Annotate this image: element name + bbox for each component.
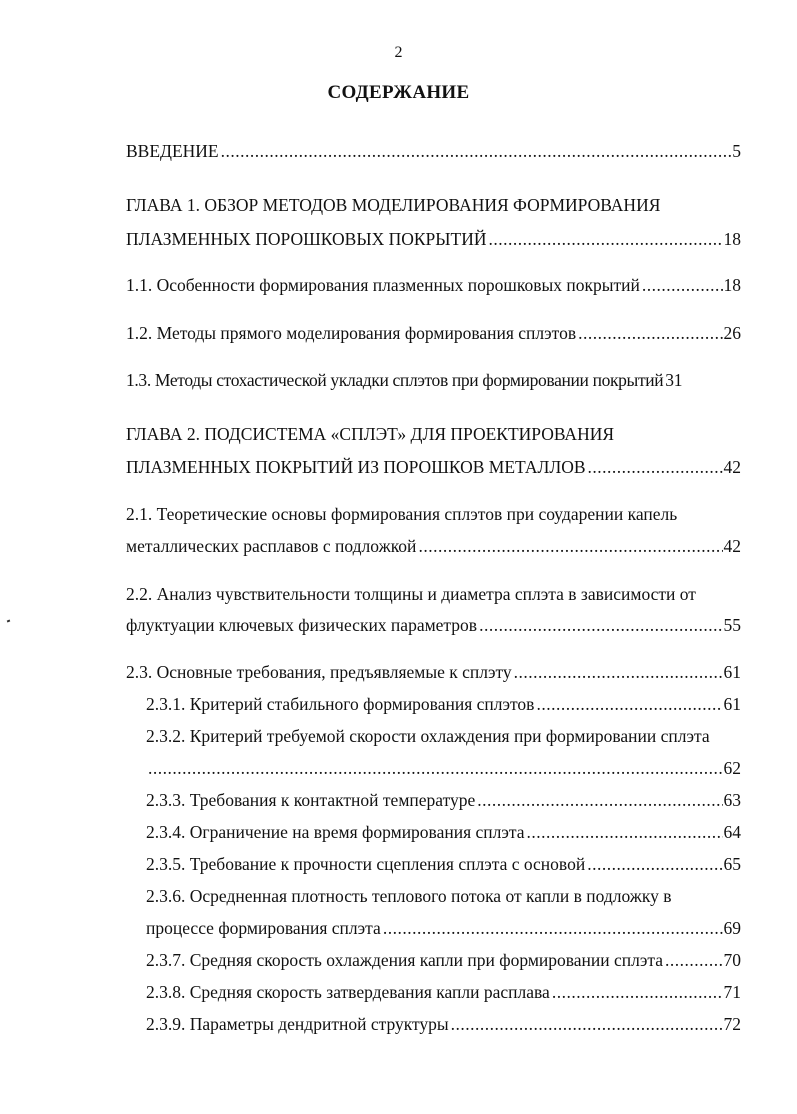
toc-entry-2-1[interactable] [126,535,741,557]
toc-entry-text: 1.2. Методы прямого моделирования формирования сплэтов [126,323,577,343]
page-number: 2 [394,44,403,61]
toc-leader-dots [642,274,723,296]
toc-entry-2-3-4[interactable] [146,821,741,843]
toc-entry-text: ПЛАЗМЕННЫХ ПОКРЫТИЙ ИЗ ПОРОШКОВ МЕТАЛЛОВ [126,457,586,477]
toc-entry-text: 1.3. Методы стохастической укладки сплэтов при формировании покрытий [126,370,664,390]
toc-entry-2-2[interactable] [126,614,741,636]
toc-entry-chapter1[interactable] [126,228,741,250]
toc-entry-2-3-7[interactable] [146,949,741,971]
toc-entry-page: 72 [723,1014,741,1034]
toc-entry-text: 1.1. Особенности формирования плазменных порошковых покрытий [126,275,640,295]
toc-entry-text: 2.3.1. Критерий стабильного формирования сплэтов [146,694,535,714]
toc-entry-text: 2.3.9. Параметры дендритной структуры [146,1014,449,1034]
toc-entry-page: 65 [723,854,741,874]
toc-entry-2-3-9[interactable] [146,1013,741,1035]
toc-entry-page: 70 [723,950,741,970]
toc-leader-dots [552,981,723,1003]
toc-leader-dots [489,228,723,250]
toc-entry-page: 5 [732,141,741,161]
toc-entry-2-3-6[interactable] [146,917,741,939]
toc-entry-page: 63 [723,790,741,810]
toc-leader-dots [587,853,722,875]
toc-entry-text: 2.3.5. Требование к прочности сцепления сплэта с основой [146,854,586,874]
toc-leader-dots [221,140,732,162]
toc-entry-page: 62 [723,758,741,778]
toc-entry-text: 2.3. Основные требования, предъявляемые к сплэту [126,662,512,682]
toc-entry-page: 71 [723,982,741,1002]
toc-leader-dots [536,693,722,715]
toc-leader-dots [383,917,723,939]
toc-entry-text: ПЛАЗМЕННЫХ ПОРОШКОВЫХ ПОКРЫТИЙ [126,229,487,249]
toc-entry-2-3-3[interactable] [146,789,741,811]
toc-entry-chapter2-line1: ГЛАВА 2. ПОДСИСТЕМА «СПЛЭТ» ДЛЯ ПРОЕКТИРОВАНИЯ [126,424,615,444]
toc-entry-page: 18 [723,229,741,249]
toc-entry-text: 2.3.3. Требования к контактной температуре [146,790,476,810]
toc-leader-dots [514,661,723,683]
toc-entry-page: 69 [723,918,741,938]
toc-entry-text: ВВЕДЕНИЕ [126,141,219,161]
toc-entry-page: 61 [723,694,741,714]
toc-leader-dots [477,789,722,811]
toc-entry-1-3[interactable] [126,369,741,391]
toc-leader-dots [479,614,722,636]
toc-entry-text: 2.3.4. Ограничение на время формирования сплэта [146,822,525,842]
toc-entry-2-3-8[interactable] [146,981,741,1003]
toc-leader-dots [588,456,723,478]
toc-leader-dots [148,757,723,779]
toc-title: СОДЕРЖАНИЕ [327,82,470,103]
toc-leader-dots [527,821,723,843]
toc-entry-page: 18 [723,275,741,295]
toc-entry-text: флуктуации ключевых физических параметров [126,615,478,635]
toc-entry-page: 42 [723,457,741,477]
toc-leader-dots [451,1013,723,1035]
toc-entry-page: 64 [723,822,741,842]
toc-entry-2-3-1[interactable] [146,693,741,715]
toc-entry-2-3-2[interactable] [146,757,741,779]
toc-entry-page: 42 [723,536,741,556]
toc-entry-2-3-6-line1: 2.3.6. Осредненная плотность теплового потока от капли в подложку в [146,886,672,906]
toc-entry-1-2[interactable] [126,322,741,344]
toc-entry-page: 61 [723,662,741,682]
toc-entry-chapter2[interactable] [126,456,741,478]
toc-entry-2-3[interactable] [126,661,741,683]
toc-leader-dots [665,949,722,971]
toc-entry-text: металлических расплавов с подложкой [126,536,417,556]
toc-entry-chapter1-line1: ГЛАВА 1. ОБЗОР МЕТОДОВ МОДЕЛИРОВАНИЯ ФОРМИРОВАНИЯ [126,195,661,215]
toc-leader-dots [418,535,722,557]
toc-entry-page: 55 [723,615,741,635]
toc-entry-2-2-line1: 2.2. Анализ чувствительности толщины и диаметра сплэта в зависимости от [126,584,696,604]
toc-entry-2-3-5[interactable] [146,853,741,875]
toc-entry-text: 2.3.7. Средняя скорость охлаждения капли при формировании сплэта [146,950,664,970]
toc-leader-dots [578,322,722,344]
toc-entry-introduction[interactable] [126,140,741,162]
toc-entry-page: 26 [723,323,741,343]
toc-entry-1-1[interactable] [126,274,741,296]
toc-entry-page: 31 [665,370,683,390]
toc-entry-2-1-line1: 2.1. Теоретические основы формирования сплэтов при соударении капель [126,504,678,524]
toc-entry-text: процессе формирования сплэта [146,918,381,938]
toc-entry-text: 2.3.8. Средняя скорость затвердевания капли расплава [146,982,550,1002]
toc-entry-2-3-2-line1: 2.3.2. Критерий требуемой скорости охлаждения при формировании сплэта [146,726,710,746]
